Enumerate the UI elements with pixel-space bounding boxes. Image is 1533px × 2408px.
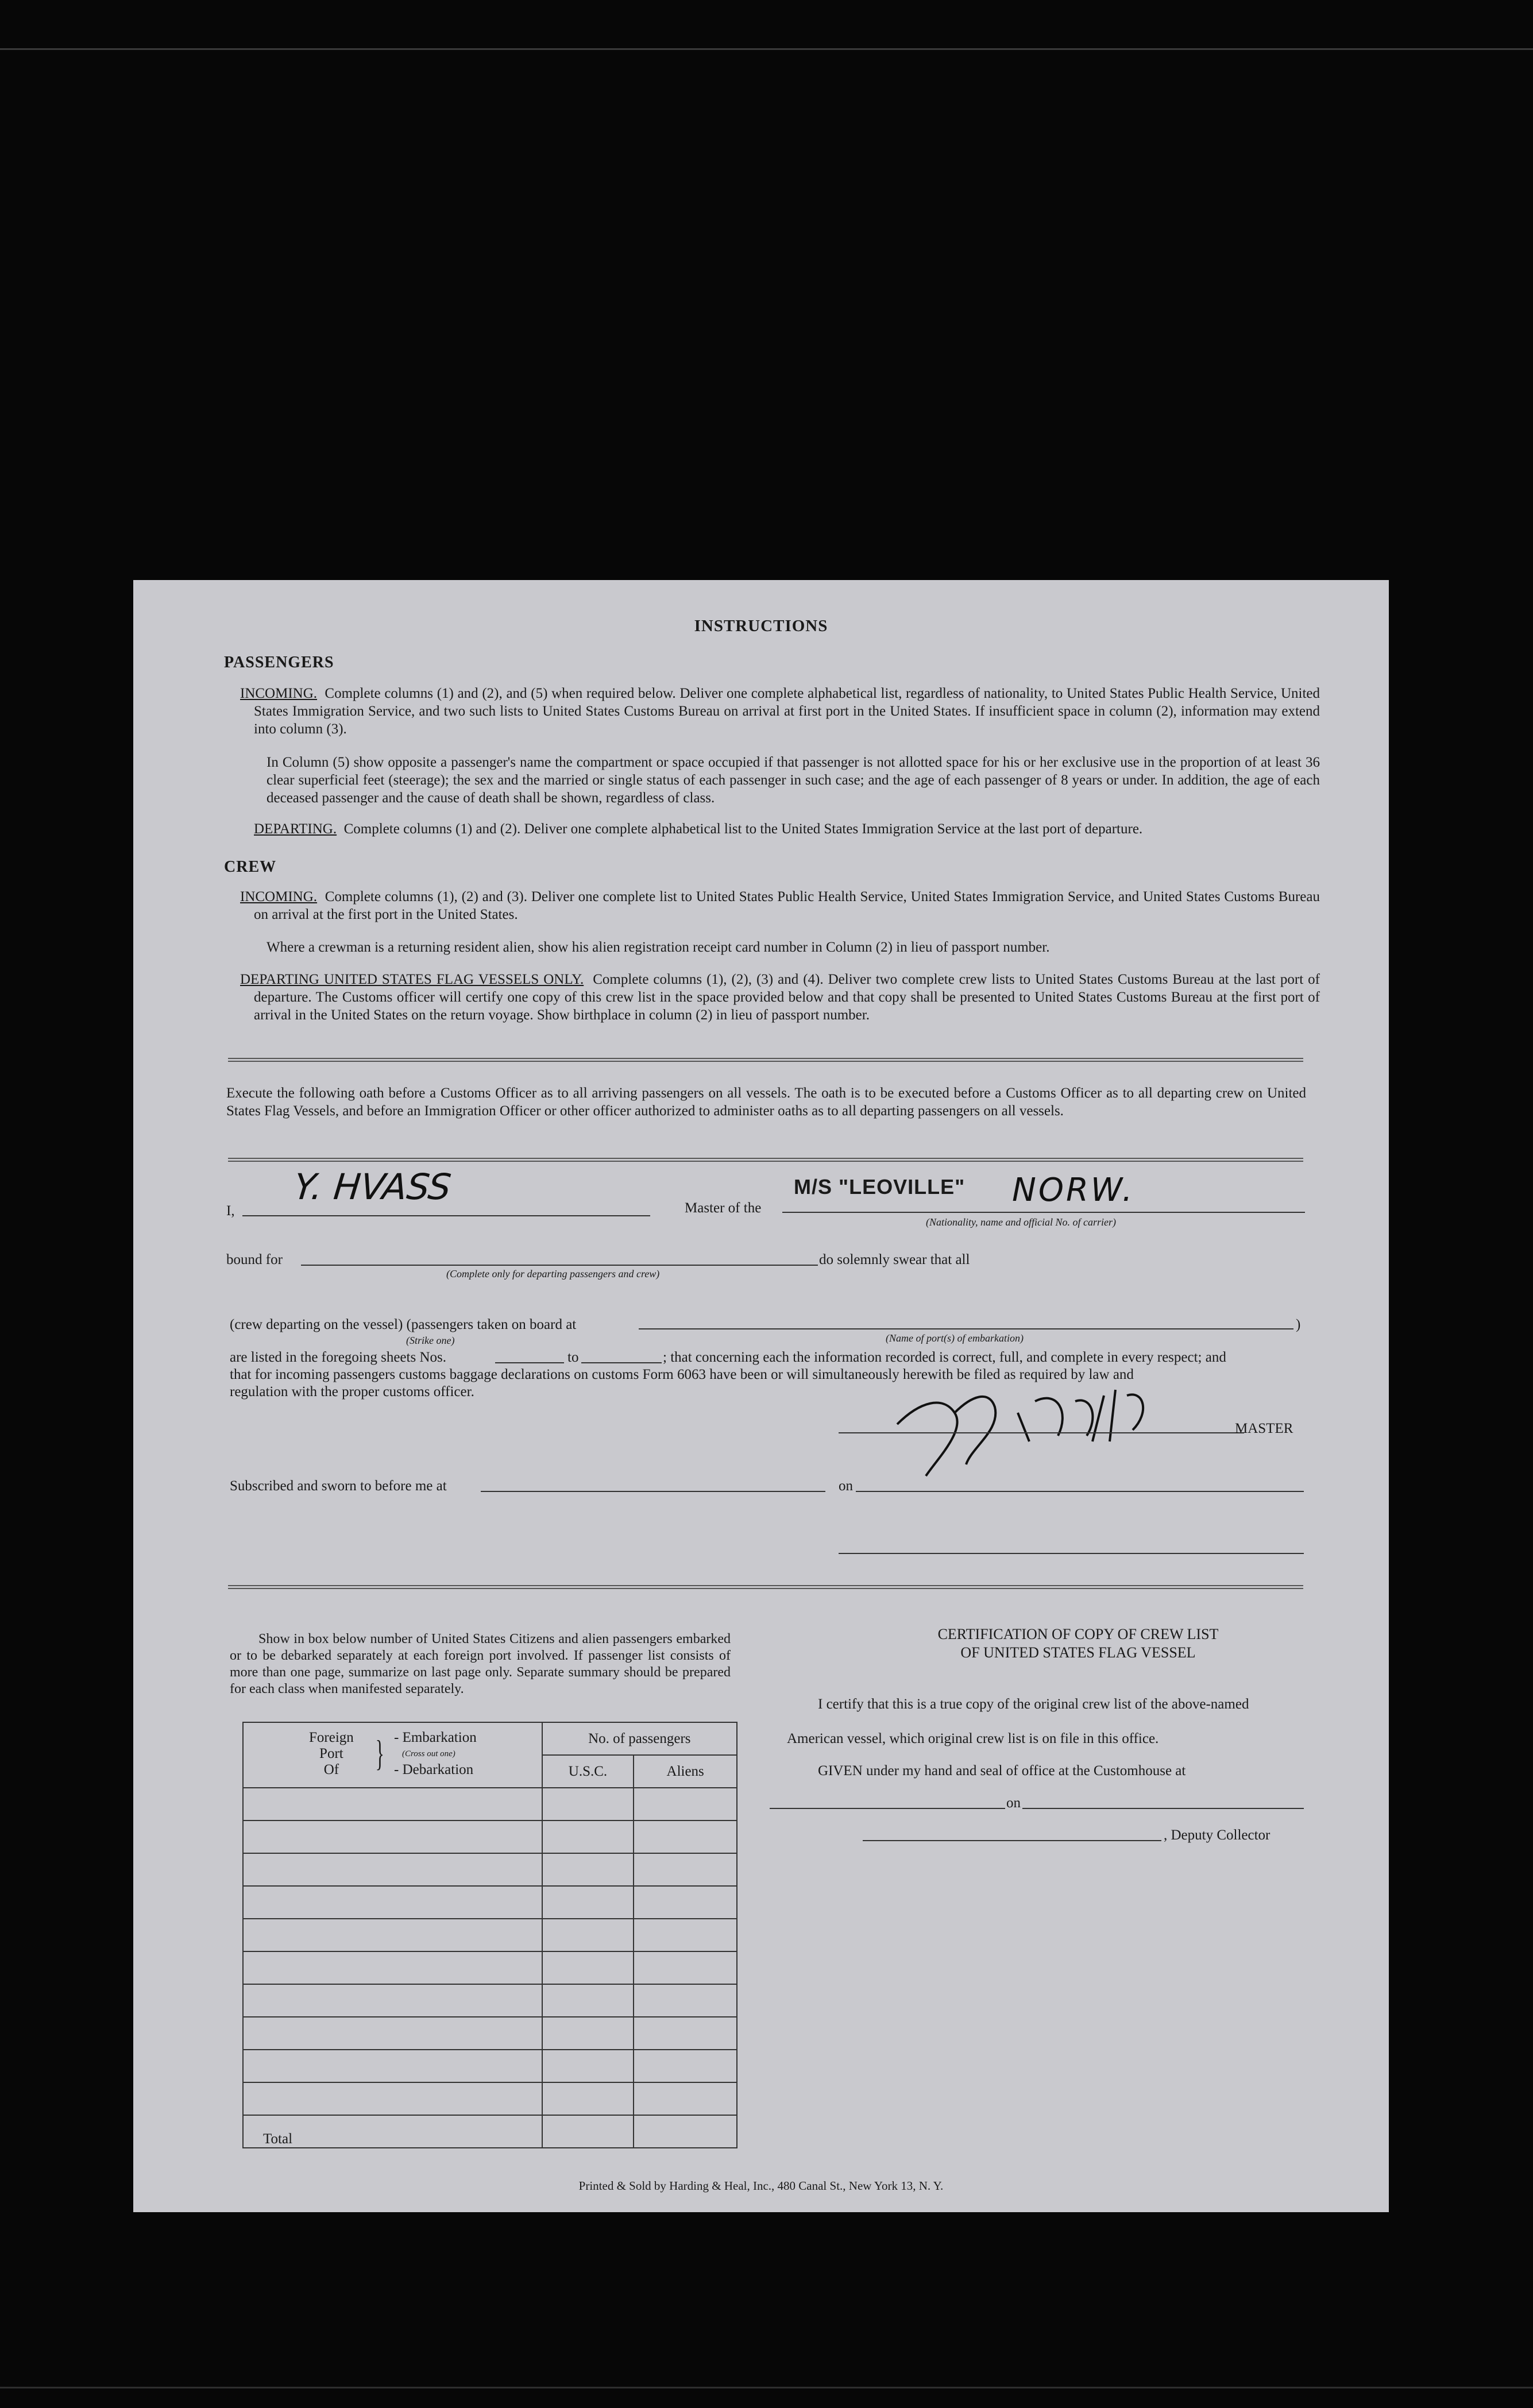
certification-on-label: on [1006, 1795, 1021, 1811]
certification-place-line [770, 1808, 1005, 1809]
certification-block [851, 1625, 1305, 1662]
port-cell [243, 2082, 542, 2115]
scan-bottom-border [0, 2387, 1533, 2388]
to-label: to [567, 1350, 579, 1365]
crew-departing-paragraph [240, 971, 1320, 1024]
passengers-incoming-paragraph [240, 685, 1320, 738]
nationality-handwritten: NORW. [1012, 1172, 1135, 1209]
aliens-cell [634, 1951, 737, 1984]
close-paren: ) [1296, 1317, 1301, 1332]
crew-incoming-lead: INCOMING. [240, 889, 318, 905]
listed-prefix: are listed in the foregoing sheets Nos. [230, 1350, 446, 1365]
vessel-caption: (Nationality, name and official No. of carrier) [926, 1216, 1116, 1228]
instructions-title: INSTRUCTIONS [694, 617, 828, 635]
crew-departing-lead: DEPARTING UNITED STATES FLAG VESSELS ONLY. [240, 972, 584, 987]
passengers-departing-paragraph [254, 820, 1320, 838]
vessel-stamp: M/S "LEOVILLE" [794, 1175, 966, 1199]
aliens-header: Aliens [634, 1755, 737, 1788]
subscribed-place-line [481, 1491, 825, 1492]
bound-for-caption: (Complete only for departing passengers and crew) [446, 1268, 660, 1280]
scan-top-border [0, 48, 1533, 50]
port-cell [243, 1984, 542, 2017]
subscribed-date-line [856, 1491, 1304, 1492]
certification-title-1: CERTIFICATION OF COPY OF CREW LIST [937, 1626, 1219, 1642]
sheet-from-line [495, 1362, 564, 1363]
aliens-cell [634, 2082, 737, 2115]
certification-date-line [1022, 1808, 1304, 1809]
master-name-line [242, 1215, 650, 1216]
usc-cell [542, 2050, 634, 2082]
port-cell [243, 1853, 542, 1886]
usc-cell [542, 1886, 634, 1919]
sheet-to-line [581, 1362, 662, 1363]
brace-icon: } [375, 1733, 385, 1773]
usc-cell [542, 1821, 634, 1853]
aliens-cell [634, 1886, 737, 1919]
foreign-port-header [243, 1722, 542, 1788]
no-passengers-header: No. of passengers [542, 1722, 737, 1755]
given-line: GIVEN under my hand and seal of office at the Customhouse at [818, 1763, 1186, 1779]
port-cell [243, 1886, 542, 1919]
port-label: Port [319, 1746, 343, 1761]
passengers-incoming-text: Complete columns (1) and (2), and (5) when required below. Deliver one complete alphabetical list, regardless of nationality, to United States Public Health Service, United States Immigration Service, and two such lists to United States Customs Bureau on arrival at first port in the United States. If insufficient space in column (2), information may extend into column (3). [254, 686, 1320, 737]
usc-cell [542, 1919, 634, 1951]
oath-i-label: I, [226, 1203, 235, 1219]
listed-text-3: regulation with the proper customs officer. [230, 1384, 474, 1400]
vessel-line [782, 1212, 1305, 1213]
strike-caption: (Strike one) [406, 1335, 455, 1346]
port-line [639, 1328, 1293, 1329]
crew-heading: CREW [224, 858, 277, 876]
passengers-incoming-lead: INCOMING. [240, 686, 318, 701]
subscribed-on-label: on [839, 1478, 853, 1494]
printer-footer: Printed & Sold by Harding & Heal, Inc., 480 Canal St., New York 13, N. Y. [578, 2179, 944, 2193]
crew-resident-paragraph: Where a crewman is a returning resident alien, show his alien registration receipt card number in Column (2) in lieu of passport number. [267, 940, 1050, 955]
section-divider [228, 1058, 1303, 1062]
master-label: MASTER [1235, 1421, 1293, 1436]
usc-total-cell [542, 2115, 634, 2148]
usc-cell [542, 1853, 634, 1886]
crew-departing-text: Complete columns (1), (2), (3) and (4). Deliver two complete crew lists to United States Customs Bureau at the last port of departure. The Customs officer will certify one copy of this crew list in the space provided below and that copy shall be presented to United States Customs Bureau at the first port of arrival in the United States on the return voyage. Show birthplace in column (2) in lieu of passport number. [254, 972, 1320, 1023]
port-cell [243, 1788, 542, 1821]
foreign-label: Foreign [309, 1730, 354, 1745]
port-cell [243, 1951, 542, 1984]
aliens-cell [634, 1919, 737, 1951]
port-caption: (Name of port(s) of embarkation) [886, 1332, 1024, 1344]
oath-intro: Execute the following oath before a Customs Officer as to all arriving passengers on all vessels. The oath is to be executed before a Customs Officer as to all departing crew on United States Flag Vessels, and before an Immigration Officer or other officer authorized to administer oaths as to all departing passengers on all vessels. [226, 1085, 1306, 1119]
aliens-cell [634, 1821, 737, 1853]
crew-passengers-text: (crew departing on the vessel) (passengers taken on board at [230, 1317, 577, 1332]
passenger-summary-table [242, 1722, 737, 2148]
listed-text-2: that for incoming passengers customs baggage declarations on customs Form 6063 have been or will simultaneously herewith be filed as required by law and [230, 1367, 1134, 1382]
total-label: Total [243, 2115, 542, 2148]
usc-cell [542, 2082, 634, 2115]
deputy-collector-label: , Deputy Collector [1164, 1827, 1271, 1843]
port-cell [243, 2017, 542, 2050]
summary-instructions: Show in box below number of United States Citizens and alien passengers embarked or to be debarked separately at each foreign port involved. If passenger list consists of more than one page, summarize on last page only. Separate summary should be prepared for each class when manifested separately. [230, 1632, 731, 1696]
section-divider [228, 1158, 1303, 1162]
cross-out-label: (Cross out one) [402, 1749, 455, 1758]
passengers-column5-paragraph: In Column (5) show opposite a passenger's name the compartment or space occupied if that passenger is not allotted space for his or her exclusive use in the proportion of at least 36 clear superficial feet (steerage); the sex and the married or single status of each passenger in such case; and the age of each passenger of 8 years or under. In addition, the age of each deceased passenger and the cause of death shall be shown, regardless of class. [267, 755, 1320, 806]
debarkation-label: - Debarkation [394, 1762, 474, 1777]
document-page [133, 580, 1389, 2212]
passengers-departing-text: Complete columns (1) and (2). Deliver one complete alphabetical list to the United States Immigration Service at the last port of departure. [343, 821, 1143, 837]
aliens-cell [634, 1788, 737, 1821]
master-of-label: Master of the [685, 1200, 762, 1216]
certification-title-2: OF UNITED STATES FLAG VESSEL [960, 1644, 1196, 1661]
listed-suffix: ; that concerning each the information recorded is correct, full, and complete in every respect; and [663, 1350, 1226, 1365]
certify-line-1: I certify that this is a true copy of the original crew list of the above-named [818, 1696, 1249, 1712]
subscribed-label: Subscribed and sworn to before me at [230, 1478, 447, 1494]
usc-cell [542, 1788, 634, 1821]
port-cell [243, 1919, 542, 1951]
crew-incoming-paragraph [240, 888, 1320, 923]
port-cell [243, 1821, 542, 1853]
usc-cell [542, 1984, 634, 2017]
aliens-cell [634, 1984, 737, 2017]
crew-incoming-text: Complete columns (1), (2) and (3). Deliver one complete list to United States Public Health Service, United States Immigration Service, and United States Customs Bureau on arrival at the first port in the United States. [254, 889, 1320, 922]
aliens-cell [634, 2017, 737, 2050]
bound-for-line [301, 1265, 818, 1266]
passengers-departing-lead: DEPARTING. [254, 821, 337, 837]
deputy-signature-line [863, 1840, 1161, 1841]
usc-header: U.S.C. [542, 1755, 634, 1788]
port-cell [243, 2050, 542, 2082]
usc-cell [542, 1951, 634, 1984]
bound-for-label: bound for [226, 1252, 283, 1267]
of-label: Of [323, 1762, 339, 1777]
certify-line-2: American vessel, which original crew list is on file in this office. [787, 1731, 1159, 1746]
embarkation-label: - Embarkation [394, 1730, 477, 1745]
aliens-total-cell [634, 2115, 737, 2148]
master-name-handwritten: Y. HVASS [292, 1166, 453, 1208]
passengers-heading: PASSENGERS [224, 654, 334, 671]
officer-signature-line [839, 1553, 1304, 1554]
swear-text: do solemnly swear that all [819, 1252, 970, 1267]
usc-cell [542, 2017, 634, 2050]
aliens-cell [634, 1853, 737, 1886]
aliens-cell [634, 2050, 737, 2082]
section-divider [228, 1585, 1303, 1589]
master-signature-line [839, 1432, 1244, 1433]
